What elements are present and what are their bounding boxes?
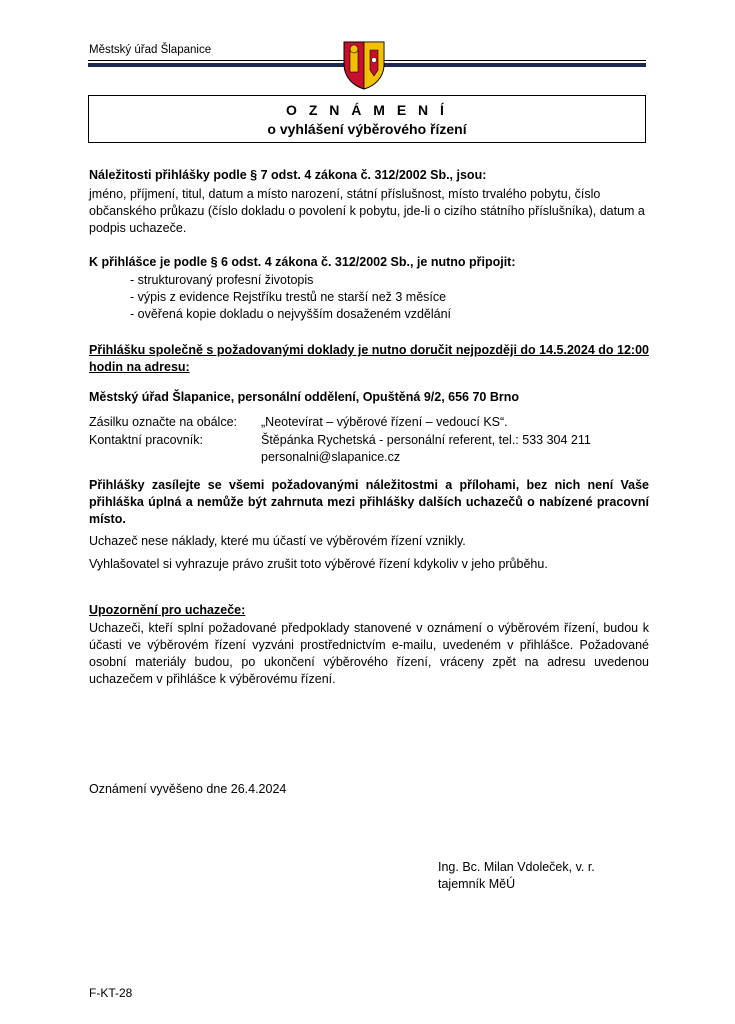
- signature-block: [438, 859, 595, 893]
- attachments-heading: K přihlášce je podle § 6 odst. 4 zákona č. 312/2002 Sb., je nutno připojit:: [89, 255, 516, 269]
- requirements-heading: Náležitosti přihlášky podle § 7 odst. 4 zákona č. 312/2002 Sb., jsou:: [89, 168, 487, 182]
- document-subtitle: o vyhlášení výběrového řízení: [267, 121, 467, 137]
- signatory-role: tajemník MěÚ: [438, 877, 516, 891]
- office-name: Městský úřad Šlapanice: [89, 44, 212, 56]
- notice-heading: Upozornění pro uchazeče:: [89, 603, 246, 617]
- signatory-name: Ing. Bc. Milan Vdoleček, v. r.: [438, 860, 595, 874]
- contact-value: Štěpánka Rychetská - personální referent, tel.: 533 304 211: [261, 433, 591, 447]
- requirements-text: jméno, příjmení, titul, datum a místo narození, státní příslušnost, místo trvalého pobytu, číslo občanského průkazu (číslo dokladu o povolení k pobytu, jde-li o cizího státního příslušníka), datum a podpis uchazeče.: [89, 187, 645, 235]
- delivery-deadline: Přihlášku společně s požadovanými doklady je nutno doručit nejpozději do 14.5.2024 do 12:00 hodin na adresu:: [89, 343, 649, 374]
- list-item: - výpis z evidence Rejstříku trestů ne starší než 3 měsíce: [130, 290, 447, 304]
- cancel-text: Vyhlašovatel si vyhrazuje právo zrušit toto výběrové řízení kdykoliv v jeho průběhu.: [89, 557, 548, 571]
- coat-of-arms-icon: [341, 40, 387, 90]
- attachments-list: [130, 272, 451, 323]
- form-code: F-KT-28: [89, 986, 133, 1000]
- list-item: - strukturovaný profesní životopis: [130, 273, 314, 287]
- contact-label: Kontaktní pracovník:: [89, 433, 203, 447]
- document-title: O Z N Á M E N Í: [286, 102, 448, 118]
- envelope-label: Zásilku označte na obálce:: [89, 415, 238, 429]
- costs-text: Uchazeč nese náklady, které mu účastí ve výběrovém řízení vznikly.: [89, 534, 466, 548]
- posted-date: Oznámení vyvěšeno dne 26.4.2024: [89, 782, 287, 796]
- title-box: [88, 95, 646, 143]
- envelope-row: [89, 414, 649, 431]
- contact-row: [89, 432, 649, 466]
- delivery-address: Městský úřad Šlapanice, personální oddělení, Opuštěná 9/2, 656 70 Brno: [89, 390, 520, 404]
- list-item: - ověřená kopie dokladu o nejvyšším dosaženém vzdělání: [130, 307, 452, 321]
- envelope-value: „Neotevírat – výběrové řízení – vedoucí KS“.: [261, 415, 508, 429]
- warning-text: Přihlášky zasílejte se všemi požadovanými náležitostmi a přílohami, bez nich není Vaše přihláška úplná a nemůže být zahrnuta mezi přihlášky dalších uchazečů o nabízené pracovní místo.: [89, 478, 649, 526]
- notice-text: Uchazeči, kteří splní požadované předpoklady stanovené v oznámení o výběrovém řízení, budou k účasti ve výběrovém řízení vyzváni prostřednictvím e-mailu, uvedeném v přihlášce. Požadované osobní materiály budou, po ukončení výběrového řízení, vráceny zpět na adresu uvedenou uchazečem v přihlášce k výběrovému řízení.: [89, 621, 649, 686]
- contact-email[interactable]: personalni@slapanice.cz: [261, 450, 401, 464]
